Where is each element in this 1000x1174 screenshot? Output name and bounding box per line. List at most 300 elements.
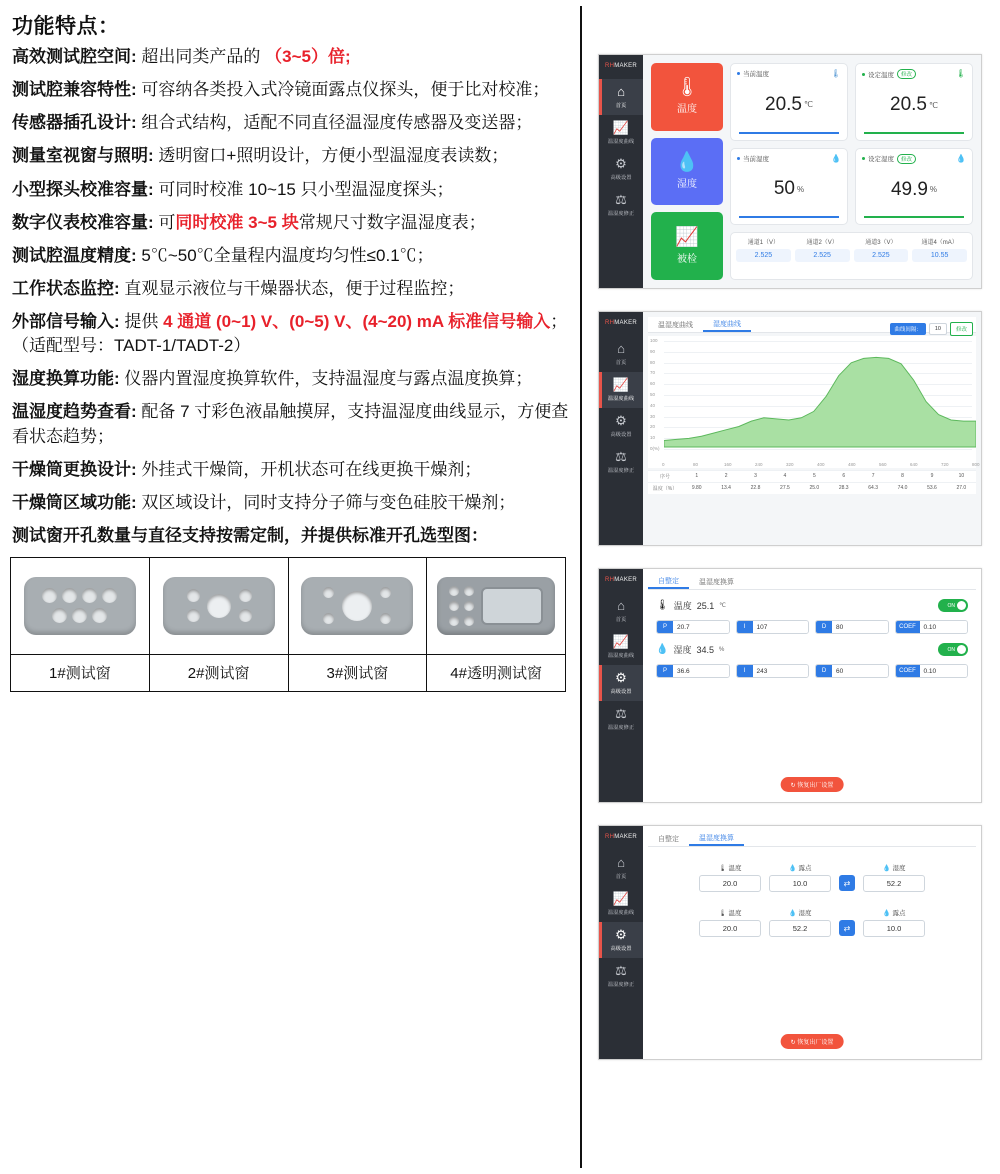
feature-item: 干燥筒区域功能: 双区域设计，同时支持分子筛与变色硅胶干燥剂； (12, 492, 516, 512)
conversion-output-dewpoint-2 (863, 908, 925, 937)
feature-label: 湿度换算功能: (12, 369, 120, 389)
axis-tick: 400 (817, 462, 825, 467)
set-temperature-card[interactable] (855, 63, 973, 141)
underline (864, 132, 964, 134)
thermometer-icon: 🌡 (718, 910, 727, 917)
logo (605, 834, 637, 840)
chart-icon: 📈 (612, 891, 630, 906)
edit-button[interactable]: 修改 (897, 154, 916, 164)
logo-rh: RH (604, 320, 615, 326)
logo-maker: MAKER (614, 63, 638, 69)
humidity-toggle[interactable] (938, 643, 968, 656)
card-value: 20.5 (890, 94, 927, 116)
temperature-toggle[interactable] (938, 599, 968, 612)
axis-tick: 480 (848, 462, 856, 467)
channel-label: 通道3（V） (865, 240, 897, 246)
axis-tick: 20 (650, 424, 656, 430)
panel-4-shape (437, 577, 555, 635)
field-value: 10.0 (863, 920, 925, 937)
home-icon: ⌂ (617, 855, 625, 870)
channel-column (734, 237, 793, 275)
sidebar (599, 312, 643, 545)
screen-home (598, 54, 982, 289)
conversion-input-humidity-2[interactable] (769, 908, 831, 937)
autotune-temperature-header (648, 599, 976, 612)
field-label (863, 863, 925, 872)
field-key: D (816, 621, 832, 633)
set-humidity-card[interactable] (855, 148, 973, 226)
table-cell: 64.3 (868, 485, 878, 491)
logo-rh: RH (604, 834, 615, 840)
row-header: 序号 (659, 474, 670, 480)
chart-icon: 📈 (612, 120, 630, 135)
test-window-3-label: 3#测试窗 (289, 654, 427, 691)
sidebar (599, 569, 643, 802)
sidebar-item-home[interactable] (599, 336, 643, 372)
pid-field-i[interactable] (736, 664, 810, 678)
field-value: 0.10 (920, 621, 968, 633)
sidebar-item-correction[interactable] (599, 958, 643, 994)
table-cell: 13.4 (721, 485, 731, 491)
humidity-row (730, 148, 973, 226)
test-window-cell (150, 558, 289, 691)
channel-label: 通道4（mA） (921, 240, 958, 246)
thermometer-icon: 🌡 (674, 77, 700, 99)
card-title: 设定温度 (868, 71, 894, 79)
channel-value: 2.525 (795, 249, 850, 262)
autotune-content (643, 569, 981, 802)
pid-field-coef[interactable] (895, 664, 969, 678)
sidebar-item-home[interactable] (599, 850, 643, 886)
sidebar-item-curve[interactable] (599, 372, 643, 408)
home-icon: ⌂ (617, 341, 625, 356)
wave-icon: 📈 (675, 226, 699, 248)
table-cell: 9 (930, 473, 934, 479)
gear-icon: ⚙ (615, 670, 627, 685)
pid-field-coef[interactable] (895, 620, 969, 634)
pid-field-i[interactable] (736, 620, 810, 634)
tab-humidity-curve[interactable]: 湿度曲线 (703, 317, 751, 332)
status-dot-icon (862, 157, 865, 160)
row-unit: ℃ (719, 603, 726, 609)
logo-rh: RH (604, 63, 615, 69)
droplet-icon: 💧 (956, 153, 966, 163)
label-text: 湿度 (892, 865, 906, 872)
axis-tick: 100 (650, 338, 658, 343)
table-cell: 5 (812, 473, 816, 479)
reset-factory-button[interactable] (781, 777, 844, 792)
curve-plot (664, 339, 976, 451)
field-key: I (737, 665, 753, 677)
channel-column (910, 237, 969, 275)
underline (739, 216, 839, 218)
edit-button[interactable]: 修改 (950, 322, 973, 336)
card-header (856, 149, 972, 164)
interval-value[interactable]: 10 (929, 323, 947, 335)
axis-tick: 0 (662, 462, 665, 467)
axis-tick: 720 (941, 462, 949, 467)
field-value: 20.0 (699, 875, 761, 892)
field-key: COEF (896, 621, 920, 633)
card-value-row (731, 78, 847, 132)
tune-icon: ⚖ (615, 192, 627, 207)
sidebar-item-label: 温湿度修正 (607, 982, 635, 988)
refresh-icon: ↻ (790, 783, 796, 789)
tune-icon: ⚖ (615, 449, 627, 464)
sidebar-item-label: 温湿度曲线 (607, 139, 635, 145)
card-title: 当前温度 (743, 71, 769, 78)
sidebar-item-label: 温湿度修正 (607, 468, 635, 474)
feature-label: 高效测试腔空间: (12, 47, 137, 66)
reset-factory-button[interactable] (781, 1034, 844, 1049)
card-value-row (731, 163, 847, 217)
conversion-input-dewpoint[interactable] (769, 863, 831, 892)
test-window-2-image (150, 558, 288, 654)
field-value: 36.6 (673, 665, 729, 677)
field-value: 0.10 (920, 665, 968, 677)
card-unit: % (797, 184, 805, 194)
field-label (769, 863, 831, 872)
humidity-pid-row (648, 664, 976, 678)
edit-button[interactable]: 修改 (897, 69, 916, 79)
feature-item: 温湿度趋势查看: 配备 7 寸彩色液晶触摸屏，支持温湿度曲线显示，方便查看状态趋势； (12, 402, 569, 446)
sidebar-item-label: 高级设置 (610, 175, 632, 181)
sidebar (599, 826, 643, 1059)
tune-icon: ⚖ (615, 706, 627, 721)
logo-maker: MAKER (614, 577, 638, 583)
feature-highlight: 4 通道 (0~1) V、(0~5) V、(4~20) mA 标准信号输入 (163, 312, 551, 331)
droplet-icon: 💧 (882, 910, 891, 917)
feature-label: 测试腔温度精度: (12, 245, 137, 265)
tab-autotune[interactable]: 自整定 (648, 574, 689, 589)
axis-tick: 70 (650, 370, 656, 376)
sidebar-item-curve[interactable] (599, 886, 643, 922)
screen-curve (598, 311, 982, 546)
feature-label: 测量室视窗与照明: (12, 146, 154, 166)
gear-icon: ⚙ (615, 927, 627, 942)
sidebar-item-label: 首页 (615, 874, 627, 880)
tab-autotune[interactable]: 自整定 (658, 835, 679, 843)
thermometer-icon: 🌡 (718, 865, 727, 872)
field-value: 243 (753, 665, 809, 677)
home-content (643, 55, 981, 288)
panel-1-shape (24, 577, 136, 635)
card-header (731, 64, 847, 78)
table-cell: 8 (901, 473, 904, 479)
test-window-4-label: 4#透明测试窗 (427, 654, 565, 691)
channel-value: 2.525 (736, 249, 791, 262)
test-window-table (10, 557, 566, 692)
axis-tick: 50 (650, 392, 656, 397)
row-label: 温度 (673, 601, 692, 611)
table-cell: 53.6 (927, 485, 937, 491)
table-cell: 25.0 (809, 485, 820, 491)
conversion-output-humidity (863, 863, 925, 892)
test-window-cell (289, 558, 428, 691)
axis-tick: 560 (879, 462, 887, 467)
feature-list (10, 45, 570, 548)
field-value: 80 (832, 621, 888, 633)
axis-tick: 40 (650, 402, 656, 408)
interval-label: 曲线间隔： (890, 323, 926, 335)
swap-icon[interactable]: ⇄ (839, 920, 855, 936)
sidebar-item-curve[interactable] (599, 115, 643, 151)
mode-card-humidity[interactable] (651, 138, 723, 206)
status-dot-icon (737, 157, 740, 160)
sidebar-item-label: 首页 (615, 360, 627, 366)
feature-label: 小型探头校准容量: (12, 179, 154, 199)
logo-rh: RH (604, 577, 615, 583)
pid-field-p[interactable] (656, 664, 730, 678)
underline (864, 216, 964, 218)
thermometer-icon: 🌡 (656, 600, 669, 611)
swap-icon[interactable]: ⇄ (839, 875, 855, 891)
logo (605, 320, 637, 326)
sidebar-item-correction[interactable] (599, 444, 643, 480)
toggle-knob (957, 601, 966, 610)
droplet-icon: 💧 (656, 644, 669, 655)
feature-item: 测试腔温度精度: 5℃~50℃全量程内温度均匀性≤0.1℃； (12, 245, 434, 265)
interval-control (890, 322, 973, 336)
field-key: D (816, 665, 832, 677)
sidebar-item-label: 高级设置 (610, 689, 632, 695)
conversion-content (643, 826, 981, 1059)
feature-item: 测试腔兼容特性: 可容纳各类投入式冷镜面露点仪探头，便于比对校准； (12, 80, 550, 100)
row-value: 25.1 (696, 600, 715, 611)
tune-icon: ⚖ (615, 963, 627, 978)
feature-highlight: 同时校准 3~5 块 (175, 212, 299, 232)
card-value-row (856, 79, 972, 132)
gear-icon: ⚙ (615, 413, 627, 428)
label-text: 露点 (892, 910, 906, 917)
field-value: 20.0 (699, 920, 761, 937)
axis-tick: 80 (650, 359, 656, 365)
droplet-icon: 💧 (882, 865, 891, 872)
feature-label: 工作状态监控: (12, 278, 120, 298)
sidebar-item-label: 高级设置 (610, 946, 632, 952)
thermometer-icon: 🌡 (830, 69, 841, 78)
index-cells (682, 471, 976, 482)
sidebar-item-label: 温湿度修正 (607, 725, 635, 731)
logo-maker: MAKER (614, 320, 638, 326)
field-value: 52.2 (769, 920, 831, 937)
table-cell: 27.5 (780, 485, 790, 491)
gear-icon: ⚙ (615, 156, 627, 171)
mode-card-label: 被检 (677, 253, 697, 265)
card-value: 20.5 (765, 93, 802, 115)
conversion-row-1 (648, 863, 976, 892)
sidebar-item-advanced[interactable] (599, 665, 643, 701)
table-cell: 27.0 (956, 485, 967, 491)
table-cell: 1 (695, 473, 699, 479)
conversion-input-temperature[interactable] (699, 863, 761, 892)
panel-3-shape (301, 577, 413, 635)
sidebar-item-home[interactable] (599, 79, 643, 115)
sidebar-item-advanced[interactable] (599, 408, 643, 444)
sidebar-item-home[interactable] (599, 593, 643, 629)
feature-label: 外部信号输入: (12, 312, 120, 331)
table-cell: 2 (724, 473, 728, 479)
page-title: 功能特点： (12, 15, 120, 38)
settings-tabs (648, 831, 976, 847)
table-cell: 9.80 (691, 485, 702, 491)
table-cell: 4 (783, 473, 787, 479)
tab-conversion[interactable]: 温湿度换算 (699, 578, 734, 586)
sidebar-item-label: 温湿度曲线 (607, 653, 635, 659)
table-cell: 74.0 (897, 485, 908, 491)
pid-field-d[interactable] (815, 620, 889, 634)
droplet-icon: 💧 (675, 152, 699, 173)
settings-tabs (648, 574, 976, 590)
channel-column (852, 237, 911, 275)
table-row (648, 482, 976, 494)
sidebar-item-label: 温湿度曲线 (607, 910, 635, 916)
axis-tick: 240 (755, 462, 763, 467)
feature-item: 传感器插孔设计: 组合式结构，适配不同直径温湿度传感器及变送器； (12, 113, 533, 133)
axis-tick: 640 (910, 462, 918, 467)
sidebar-item-correction[interactable] (599, 701, 643, 737)
field-key: I (737, 621, 753, 633)
card-title: 当前湿度 (743, 155, 769, 163)
sidebar-item-correction[interactable] (599, 187, 643, 223)
tab-conversion[interactable]: 温湿度换算 (689, 831, 744, 846)
feature-label: 传感器插孔设计: (12, 113, 137, 133)
mode-card-label: 湿度 (677, 179, 697, 190)
chart-icon: 📈 (612, 377, 630, 392)
toggle-label: ON (947, 646, 955, 653)
pid-field-d[interactable] (815, 664, 889, 678)
field-value: 20.7 (673, 621, 729, 633)
sidebar-item-label: 高级设置 (610, 432, 632, 438)
table-cell: 28.3 (838, 485, 849, 491)
current-humidity-card (730, 148, 848, 226)
card-header (731, 149, 847, 163)
test-window-2-label: 2#测试窗 (150, 654, 288, 691)
current-temperature-card (730, 63, 848, 141)
temperature-pid-row (648, 620, 976, 634)
axis-tick: 80 (693, 462, 699, 467)
channel-value: 2.525 (854, 249, 909, 262)
screen-autotune (598, 568, 982, 803)
field-label (699, 908, 761, 917)
feature-item: 测量室视窗与照明: 透明窗口+照明设计，方便小型温湿度表读数； (12, 146, 509, 166)
feature-item: 干燥筒更换设计: 外挂式干燥筒，开机状态可在线更换干燥剂； (12, 459, 482, 479)
feature-item: 高效测试腔空间: 超出同类产品的 （3~5）倍; (12, 47, 351, 66)
mode-card-temperature[interactable] (651, 63, 723, 131)
sidebar-item-label: 温湿度修正 (607, 211, 635, 217)
thermometer-icon: 🌡 (955, 69, 966, 78)
sidebar-item-curve[interactable] (599, 629, 643, 665)
logo-maker: MAKER (614, 834, 638, 840)
feature-item: 外部信号输入: 提供 4 通道 (0~1) V、(0~5) V、(4~20) mA 标准信号输入；（适配型号：TADT-1/TADT-2） (12, 312, 568, 356)
screen-conversion (598, 825, 982, 1060)
logo (605, 63, 637, 69)
test-window-cell (11, 558, 150, 691)
sidebar-item-advanced[interactable] (599, 922, 643, 958)
status-dot-icon (737, 72, 740, 75)
droplet-icon: 💧 (788, 865, 797, 872)
card-unit: % (929, 185, 938, 195)
axis-tick: 160 (724, 462, 732, 467)
card-value: 50 (773, 178, 795, 200)
feature-label: 干燥筒更换设计: (12, 459, 137, 479)
field-value: 10.0 (769, 875, 831, 892)
card-unit: ℃ (804, 100, 813, 110)
axis-tick: 0(%) (650, 446, 660, 451)
readout-area (730, 63, 973, 280)
axis-tick: 90 (650, 348, 656, 354)
table-cell: 3 (754, 473, 757, 479)
sidebar-item-label: 首页 (615, 617, 627, 623)
reset-label: 恢复出厂设置 (797, 783, 834, 789)
table-cell: 22.8 (750, 485, 761, 491)
mode-card-dut[interactable] (651, 212, 723, 280)
test-window-1-label: 1#测试窗 (11, 654, 149, 691)
field-value: 107 (753, 621, 809, 633)
conversion-input-temperature-2[interactable] (699, 908, 761, 937)
channel-card (730, 232, 973, 280)
mode-card-label: 温度 (677, 104, 697, 116)
sidebar-item-label: 首页 (615, 103, 627, 109)
sidebar-item-advanced[interactable] (599, 151, 643, 187)
feature-label: 温湿度趋势查看: (12, 402, 137, 422)
feature-highlight: （3~5）倍; (265, 47, 351, 66)
feature-item: 工作状态监控: 直观显示液位与干燥器状态，便于过程监控； (12, 278, 465, 298)
channel-label: 通道2（V） (806, 240, 838, 246)
pid-field-p[interactable] (656, 620, 730, 634)
table-cell: 6 (842, 473, 846, 479)
card-value-row (856, 164, 972, 217)
channel-label: 通道1（V） (747, 240, 780, 246)
axis-tick: 320 (786, 462, 794, 467)
label-text: 露点 (798, 865, 812, 872)
droplet-icon: 💧 (831, 153, 841, 163)
feature-item (12, 524, 570, 548)
field-value: 60 (832, 665, 888, 677)
tab-temperature-curve[interactable]: 温湿度曲线 (658, 321, 693, 329)
feature-label: 测试腔兼容特性: (12, 80, 137, 100)
field-key: COEF (896, 665, 920, 677)
table-cell: 7 (871, 473, 875, 479)
underline (739, 132, 839, 134)
feature-item: 小型探头校准容量: 可同时校准 10~15 只小型温湿度探头； (12, 179, 454, 199)
feature-label: 数字仪表校准容量: (12, 212, 154, 232)
test-window-1-image (11, 558, 149, 654)
label-text: 湿度 (798, 910, 812, 917)
autotune-humidity-header (648, 643, 976, 656)
card-unit: ℃ (929, 100, 938, 110)
chart-icon: 📈 (612, 634, 630, 649)
label-text: 温度 (728, 910, 742, 917)
field-label (769, 908, 831, 917)
sidebar (599, 55, 643, 288)
feature-label: 测试窗开孔数量与直径支持按需定制，并提供标准开孔选型图： (12, 525, 488, 545)
screens-column (582, 0, 1000, 1174)
home-icon: ⌂ (617, 598, 625, 613)
feature-label: 干燥筒区域功能: (12, 492, 137, 512)
field-label (699, 863, 761, 872)
card-value: 49.9 (890, 178, 928, 200)
card-header (856, 64, 972, 79)
toggle-knob (957, 645, 966, 654)
card-title: 设定湿度 (868, 156, 894, 163)
axis-tick: 60 (650, 381, 656, 387)
test-window-3-image (289, 558, 427, 654)
home-cards (651, 63, 973, 280)
label-text: 温度 (728, 865, 742, 872)
field-value: 52.2 (863, 875, 925, 892)
table-row (648, 470, 976, 482)
